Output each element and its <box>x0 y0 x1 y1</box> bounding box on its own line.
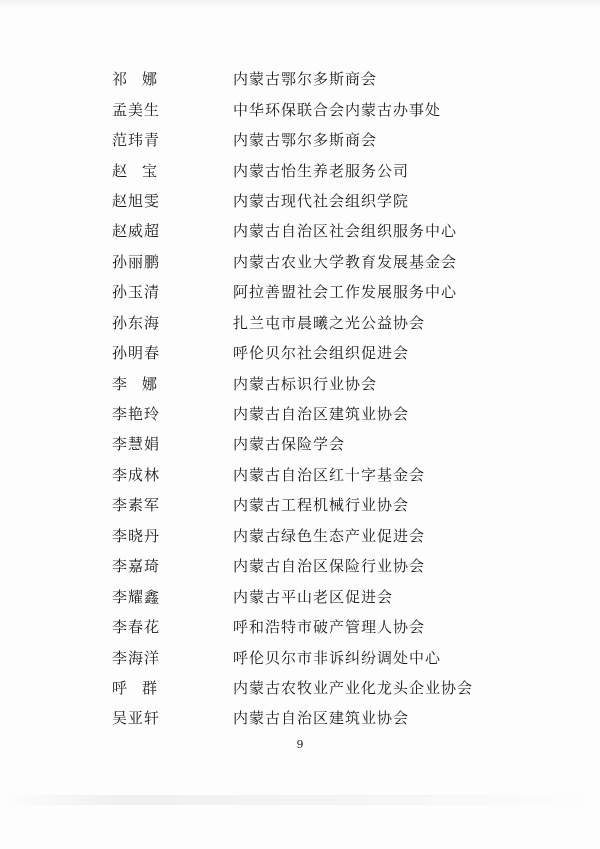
roster-row <box>0 460 600 490</box>
member-organization: 内蒙古现代社会组织学院 <box>233 191 410 210</box>
roster-row <box>0 612 600 642</box>
page-number: 9 <box>296 738 304 751</box>
member-name: 祁娜 <box>112 70 173 89</box>
roster-row <box>0 338 600 368</box>
scan-shadow-bottom <box>0 795 600 805</box>
roster-row <box>0 94 600 124</box>
scan-shadow-top <box>0 0 600 8</box>
member-name: 孙明春 <box>112 344 161 363</box>
member-name: 赵旭雯 <box>112 191 161 210</box>
member-organization: 内蒙古怡生养老服务公司 <box>233 161 410 180</box>
member-organization: 内蒙古自治区建筑业协会 <box>233 405 410 424</box>
member-organization: 内蒙古农业大学教育发展基金会 <box>233 252 458 271</box>
member-name: 李成林 <box>112 465 161 484</box>
member-organization: 内蒙古平山老区促进会 <box>233 587 394 606</box>
member-organization: 阿拉善盟社会工作发展服务中心 <box>233 283 458 302</box>
roster-row <box>0 247 600 277</box>
roster-row <box>0 277 600 307</box>
roster-row <box>0 216 600 246</box>
roster-row <box>0 429 600 459</box>
member-name: 吴亚轩 <box>112 709 161 728</box>
member-name: 赵威超 <box>112 222 161 241</box>
roster-row <box>0 703 600 733</box>
member-organization: 内蒙古农牧业产业化龙头企业协会 <box>233 678 474 697</box>
member-organization: 呼和浩特市破产管理人协会 <box>233 618 426 637</box>
member-name: 李艳玲 <box>112 405 161 424</box>
roster-row <box>0 64 600 94</box>
member-organization: 内蒙古鄂尔多斯商会 <box>233 131 378 150</box>
member-name: 赵宝 <box>112 161 173 180</box>
roster-row <box>0 551 600 581</box>
member-name: 孙东海 <box>112 313 161 332</box>
roster-row <box>0 581 600 611</box>
member-organization: 内蒙古标识行业协会 <box>233 374 378 393</box>
member-name: 李晓丹 <box>112 526 161 545</box>
roster-row <box>0 125 600 155</box>
member-organization: 内蒙古绿色生态产业促进会 <box>233 526 426 545</box>
member-name: 李嘉琦 <box>112 557 161 576</box>
roster-row <box>0 368 600 398</box>
member-organization: 中华环保联合会内蒙古办事处 <box>233 100 442 119</box>
member-name: 孙玉清 <box>112 283 161 302</box>
member-organization: 内蒙古自治区红十字基金会 <box>233 465 426 484</box>
member-name: 李耀鑫 <box>112 587 161 606</box>
member-organization: 扎兰屯市晨曦之光公益协会 <box>233 313 426 332</box>
roster-row <box>0 642 600 672</box>
member-roster <box>0 64 600 734</box>
member-organization: 内蒙古自治区建筑业协会 <box>233 709 410 728</box>
member-name: 孟美生 <box>112 100 161 119</box>
member-name: 范玮青 <box>112 131 161 150</box>
roster-row <box>0 490 600 520</box>
member-organization: 内蒙古保险学会 <box>233 435 346 454</box>
member-organization: 内蒙古工程机械行业协会 <box>233 496 410 515</box>
roster-row <box>0 186 600 216</box>
member-name: 李海洋 <box>112 648 161 667</box>
member-organization: 内蒙古自治区保险行业协会 <box>233 557 426 576</box>
member-name: 呼群 <box>112 678 173 697</box>
member-name: 孙丽鹏 <box>112 252 161 271</box>
member-name: 李素军 <box>112 496 161 515</box>
member-name: 李春花 <box>112 618 161 637</box>
member-organization: 内蒙古鄂尔多斯商会 <box>233 70 378 89</box>
roster-row <box>0 521 600 551</box>
roster-row <box>0 673 600 703</box>
roster-row <box>0 399 600 429</box>
roster-row <box>0 308 600 338</box>
member-organization: 呼伦贝尔市非诉纠纷调处中心 <box>233 648 442 667</box>
member-organization: 内蒙古自治区社会组织服务中心 <box>233 222 458 241</box>
member-name: 李娜 <box>112 374 173 393</box>
member-name: 李慧娟 <box>112 435 161 454</box>
member-organization: 呼伦贝尔社会组织促进会 <box>233 344 410 363</box>
roster-row <box>0 155 600 185</box>
